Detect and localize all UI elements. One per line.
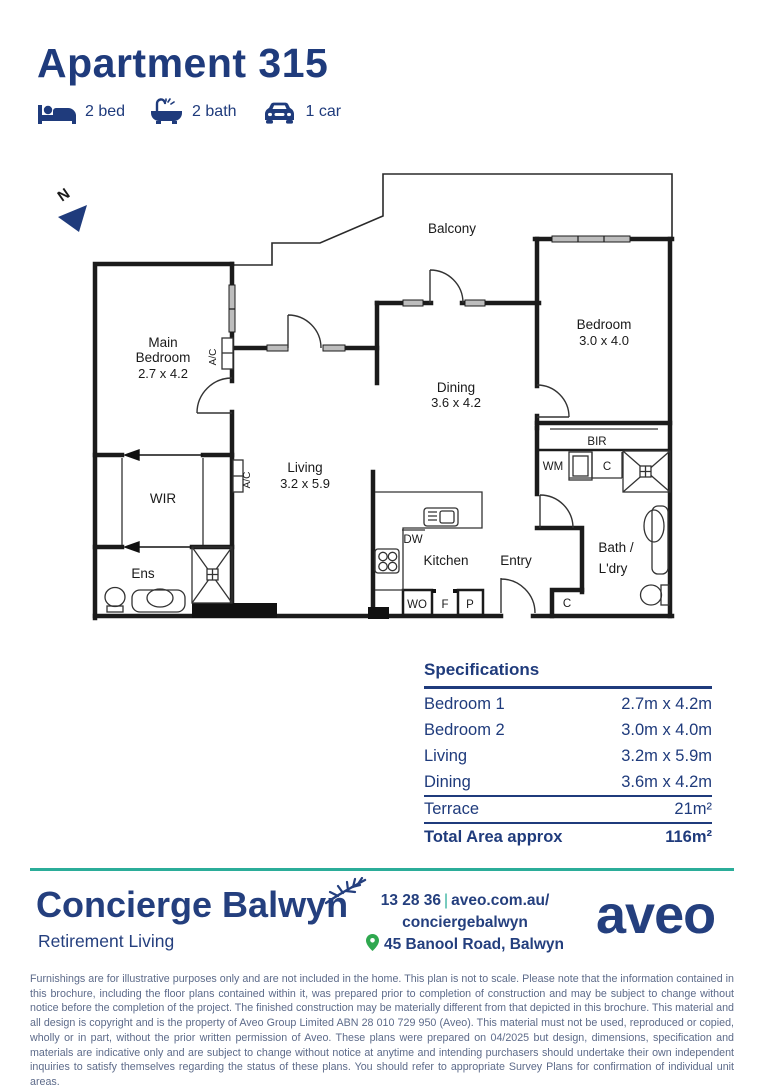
label-dining: Dining <box>436 380 476 395</box>
spec-label: Bedroom 2 <box>424 720 505 739</box>
spec-row-living <box>424 743 712 769</box>
spec-value: 21m² <box>674 800 712 818</box>
door-main-bedroom <box>197 378 232 413</box>
disclaimer-text: Furnishings are for illustrative purposes only and are not included in the home. This plan is not to scale. Please note that the information contained in this brochure, including the floor plans contained within it, was prepared prior to completion of construction and may be subject to change without notice before the completion of the project. The finished construction may be materially different from that depicted in this brochure. This material and all design is copyright and is the property of Aveo Group Limited ABN 28 010 729 950 (Aveo). This material must not be used, reproduced or copied, wholly or in part, without the prior written permission of Aveo. These plans were prepared on 04/2025 but design, dimensions, specification and materials are indicative only and are subject to change without notice at anytime and intending purchasers should undertake their own independent inquiries to satisfy themselves regarding the status of these plans. You should refer to appropriate Survey Plans for confirmation of individual unit areas. <box>30 973 734 1088</box>
label-main-bedroom-dims: 2.7 x 4.2 <box>138 366 188 381</box>
window <box>323 345 345 351</box>
specifications-table <box>424 660 712 851</box>
feature-bed-label: 2 bed <box>85 102 126 120</box>
spec-row-terrace <box>424 795 712 824</box>
north-arrow-icon <box>58 205 87 232</box>
kitchen-sink <box>424 508 458 526</box>
car-icon <box>261 100 298 124</box>
bath-toilet <box>641 585 670 605</box>
label-cupboard-laundry: C <box>602 461 612 473</box>
address: 45 Banool Road, Balwyn <box>383 936 564 953</box>
label-bath: Bath / <box>598 540 634 555</box>
phone-number: 13 28 36 <box>380 892 442 909</box>
window <box>403 300 423 306</box>
feature-car-label: 1 car <box>305 102 342 120</box>
ens-basin <box>132 589 185 612</box>
feature-bath <box>149 98 236 125</box>
website-url: aveo.com.au/ <box>451 892 550 909</box>
bath-shower <box>623 451 670 492</box>
washing-machine <box>569 452 592 480</box>
ac-unit <box>222 338 233 369</box>
label-dining-dims: 3.6 x 4.2 <box>431 395 481 410</box>
spec-row-dining <box>424 769 712 795</box>
label-pantry: P <box>466 599 474 611</box>
kitchen-bench <box>375 492 482 590</box>
cooktop <box>375 549 399 573</box>
brand-subtitle: Retirement Living <box>38 931 175 951</box>
door-bedroom2 <box>537 385 569 417</box>
label-wo: WO <box>407 599 427 611</box>
footer-contact <box>358 890 572 956</box>
door-balcony-2 <box>430 270 463 303</box>
specifications-title: Specifications <box>424 660 712 689</box>
balcony-outline <box>232 174 672 265</box>
feature-bed <box>37 99 125 125</box>
footer-divider <box>30 868 734 871</box>
bed-icon <box>37 99 77 125</box>
pipe-separator: | <box>444 892 449 909</box>
ens-toilet <box>105 588 125 613</box>
label-ac-2: A/C <box>242 471 253 489</box>
label-dw: DW <box>403 534 423 546</box>
spec-row-total <box>424 824 712 851</box>
label-bir: BIR <box>587 436 607 448</box>
page-title: Apartment 315 <box>37 40 329 86</box>
bath-vanity <box>644 506 668 574</box>
label-cupboard-entry: C <box>562 598 572 610</box>
label-fridge: F <box>441 599 449 611</box>
spec-value: 116m² <box>665 828 712 846</box>
label-ldry: L'dry <box>598 561 628 576</box>
spec-value: 3.2m x 5.9m <box>621 746 712 765</box>
label-entry: Entry <box>500 553 532 568</box>
aveo-logo: aveo <box>596 885 716 945</box>
label-ens: Ens <box>131 566 155 581</box>
spec-label: Living <box>424 746 468 765</box>
north-label: N <box>54 185 74 206</box>
spec-label: Total Area approx <box>424 828 563 846</box>
brand-logo: Concierge Balwyn <box>36 884 349 925</box>
spec-value: 2.7m x 4.2m <box>621 694 712 713</box>
fixtures <box>105 338 670 612</box>
spec-row-bedroom1 <box>424 691 712 717</box>
location-pin-icon <box>366 934 379 951</box>
label-main-bedroom: Main <box>148 335 178 350</box>
spec-row-bedroom2 <box>424 717 712 743</box>
contact-line-3 <box>358 934 572 956</box>
label-kitchen: Kitchen <box>423 553 469 568</box>
door-entry <box>501 578 535 613</box>
spec-value: 3.0m x 4.0m <box>621 720 712 739</box>
label-ac-1: A/C <box>208 348 219 366</box>
label-wir: WIR <box>149 491 177 506</box>
label-bedroom2-dims: 3.0 x 4.0 <box>579 333 629 348</box>
window <box>465 300 485 306</box>
spec-value: 3.6m x 4.2m <box>621 772 712 791</box>
window <box>552 236 630 242</box>
door-bath <box>540 495 573 528</box>
north-arrow <box>55 185 87 232</box>
label-main-bedroom2: Bedroom <box>135 350 191 365</box>
contact-line-2: conciergebalwyn <box>402 914 528 931</box>
label-wm: WM <box>542 461 564 473</box>
spec-label: Bedroom 1 <box>424 694 505 713</box>
ens-shower <box>192 547 232 603</box>
feature-summary <box>37 98 365 125</box>
window <box>267 345 288 351</box>
feature-bath-label: 2 bath <box>192 102 237 120</box>
contact-line-1 <box>358 890 572 912</box>
feature-car <box>261 100 342 124</box>
label-living-dims: 3.2 x 5.9 <box>280 476 330 491</box>
spec-label: Dining <box>424 772 471 791</box>
label-bedroom2: Bedroom <box>576 317 632 332</box>
label-balcony: Balcony <box>427 221 477 236</box>
spec-label: Terrace <box>424 800 480 818</box>
label-living: Living <box>287 460 323 475</box>
bath-icon <box>149 98 184 125</box>
door-balcony-1 <box>288 315 321 348</box>
